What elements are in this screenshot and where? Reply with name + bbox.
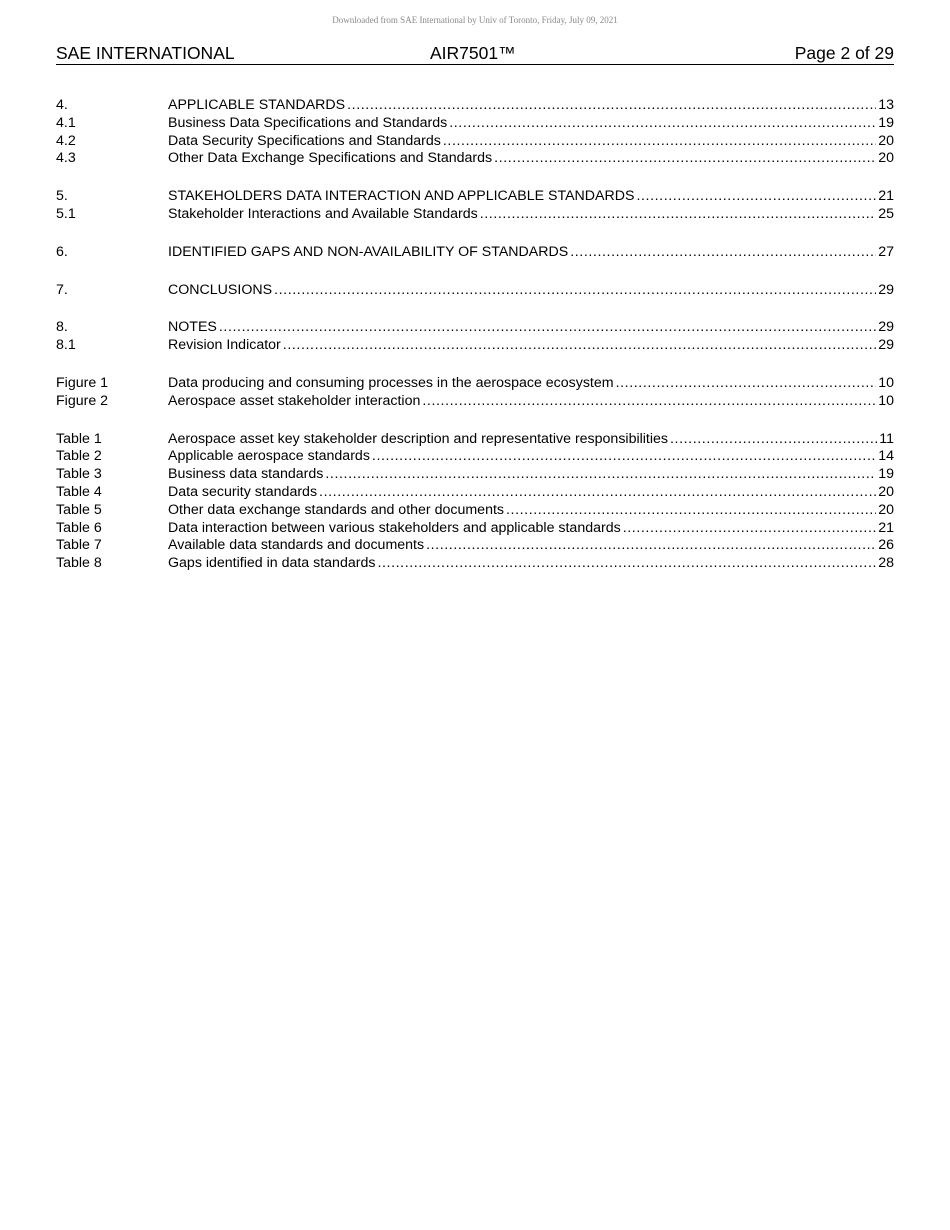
toc-dot-leader (319, 484, 876, 502)
toc-entry[interactable] (56, 133, 894, 151)
toc-entry[interactable] (56, 520, 894, 538)
toc-dot-leader (443, 133, 876, 151)
toc-entry-page: 29 (878, 319, 894, 336)
toc-group (56, 282, 894, 300)
toc-dot-leader (616, 375, 877, 393)
toc-entry-number: 4.3 (56, 150, 76, 167)
toc-entry-page: 10 (878, 392, 894, 409)
download-watermark: Downloaded from SAE International by Univ of Toronto, Friday, July 09, 2021 (332, 15, 618, 25)
toc-entry-page: 25 (878, 205, 894, 222)
toc-entry[interactable] (56, 375, 894, 393)
toc-entry-title: CONCLUSIONS (168, 281, 273, 298)
toc-entry-number: 4.1 (56, 114, 76, 131)
toc-dot-leader (219, 319, 876, 337)
toc-dot-leader (623, 520, 877, 538)
toc-entry-page: 21 (878, 519, 894, 536)
toc-dot-leader (570, 244, 876, 262)
toc-entry-page: 19 (878, 114, 894, 131)
toc-entry-number: Table 5 (56, 501, 102, 518)
toc-dot-leader (422, 393, 876, 411)
header-page-number: Page 2 of 29 (794, 43, 894, 63)
page-header (56, 43, 894, 65)
toc-dot-leader (347, 97, 876, 115)
toc-dot-leader (325, 466, 876, 484)
toc-entry-number: Table 6 (56, 519, 102, 536)
toc-entry-page: 20 (878, 132, 894, 149)
toc-group (56, 319, 894, 355)
toc-dot-leader (274, 282, 876, 300)
toc-dot-leader (636, 188, 876, 206)
toc-dot-leader (426, 537, 876, 555)
toc-entry-title: NOTES (168, 319, 217, 336)
toc-entry-number: Figure 1 (56, 374, 109, 391)
toc-entry-page: 14 (878, 448, 894, 465)
toc-dot-leader (377, 555, 876, 573)
toc-entry-number: 6. (56, 243, 68, 260)
header-org: SAE INTERNATIONAL (56, 43, 235, 63)
toc-entry-title: Business Data Specifications and Standards (168, 114, 448, 131)
toc-entry-page: 20 (878, 483, 894, 500)
toc-dot-leader (449, 115, 876, 133)
toc-entry-page: 20 (878, 150, 894, 167)
toc-dot-leader (506, 502, 876, 520)
toc-entry[interactable] (56, 431, 894, 449)
table-of-contents (56, 97, 894, 593)
toc-dot-leader (283, 337, 876, 355)
toc-entry[interactable] (56, 502, 894, 520)
toc-entry-page: 11 (879, 430, 894, 447)
toc-entry-number: 5.1 (56, 205, 76, 222)
toc-entry-number: Table 7 (56, 537, 102, 554)
toc-group (56, 431, 894, 573)
toc-entry[interactable] (56, 150, 894, 168)
toc-entry-number: 7. (56, 281, 68, 298)
toc-entry[interactable] (56, 282, 894, 300)
toc-entry-title: Data interaction between various stakeholders and applicable standards (168, 519, 621, 536)
toc-entry-title: Data security standards (168, 483, 318, 500)
toc-entry[interactable] (56, 555, 894, 573)
toc-entry[interactable] (56, 115, 894, 133)
toc-entry-number: 4.2 (56, 132, 76, 149)
toc-entry-title: Stakeholder Interactions and Available Standards (168, 205, 478, 222)
toc-entry-title: Other data exchange standards and other documents (168, 501, 504, 518)
toc-entry-title: Revision Indicator (168, 337, 281, 354)
toc-entry[interactable] (56, 537, 894, 555)
toc-entry-title: Available data standards and documents (168, 537, 425, 554)
toc-entry-title: Data Security Specifications and Standards (168, 132, 441, 149)
toc-entry-number: Table 4 (56, 483, 102, 500)
toc-group (56, 97, 894, 168)
toc-entry-title: Aerospace asset key stakeholder description and representative responsibilities (168, 430, 668, 447)
toc-entry-number: 8.1 (56, 337, 76, 354)
toc-entry-number: 8. (56, 319, 68, 336)
toc-dot-leader (480, 206, 877, 224)
toc-entry-number: Table 8 (56, 555, 102, 572)
toc-entry-page: 26 (878, 537, 894, 554)
toc-entry-number: Table 1 (56, 430, 102, 447)
toc-entry-title: Aerospace asset stakeholder interaction (168, 392, 421, 409)
toc-entry[interactable] (56, 448, 894, 466)
toc-entry-page: 29 (878, 281, 894, 298)
toc-entry-title: Data producing and consuming processes in the aerospace ecosystem (168, 374, 614, 391)
toc-entry-page: 13 (878, 97, 894, 113)
toc-dot-leader (372, 448, 876, 466)
toc-entry-title: APPLICABLE STANDARDS (168, 97, 346, 113)
toc-entry[interactable] (56, 393, 894, 411)
toc-entry-page: 27 (878, 243, 894, 260)
toc-entry-number: Table 3 (56, 466, 102, 483)
toc-entry-number: Figure 2 (56, 392, 109, 409)
toc-entry[interactable] (56, 319, 894, 337)
toc-dot-leader (494, 150, 876, 168)
toc-entry-title: IDENTIFIED GAPS AND NON-AVAILABILITY OF STANDARDS (168, 243, 569, 260)
toc-entry[interactable] (56, 337, 894, 355)
toc-entry[interactable] (56, 244, 894, 262)
toc-group (56, 188, 894, 224)
toc-entry[interactable] (56, 188, 894, 206)
toc-entry-number: Table 2 (56, 448, 102, 465)
toc-entry[interactable] (56, 484, 894, 502)
toc-entry-title: Applicable aerospace standards (168, 448, 370, 465)
toc-entry-page: 29 (878, 337, 894, 354)
toc-entry[interactable] (56, 466, 894, 484)
toc-dot-leader (670, 431, 877, 449)
toc-entry-page: 21 (878, 188, 894, 205)
toc-entry[interactable] (56, 206, 894, 224)
toc-group (56, 244, 894, 262)
toc-entry-page: 28 (878, 555, 894, 572)
header-doc-id: AIR7501™ (430, 43, 516, 63)
toc-entry[interactable] (56, 97, 894, 115)
toc-entry-number: 5. (56, 188, 68, 205)
toc-entry-title: Business data standards (168, 466, 324, 483)
toc-entry-title: STAKEHOLDERS DATA INTERACTION AND APPLICABLE STANDARDS (168, 188, 635, 205)
toc-group (56, 375, 894, 411)
toc-entry-title: Gaps identified in data standards (168, 555, 376, 572)
toc-entry-page: 10 (878, 374, 894, 391)
toc-entry-title: Other Data Exchange Specifications and Standards (168, 150, 493, 167)
toc-entry-page: 20 (878, 501, 894, 518)
toc-entry-number: 4. (56, 97, 68, 113)
toc-entry-page: 19 (878, 466, 894, 483)
